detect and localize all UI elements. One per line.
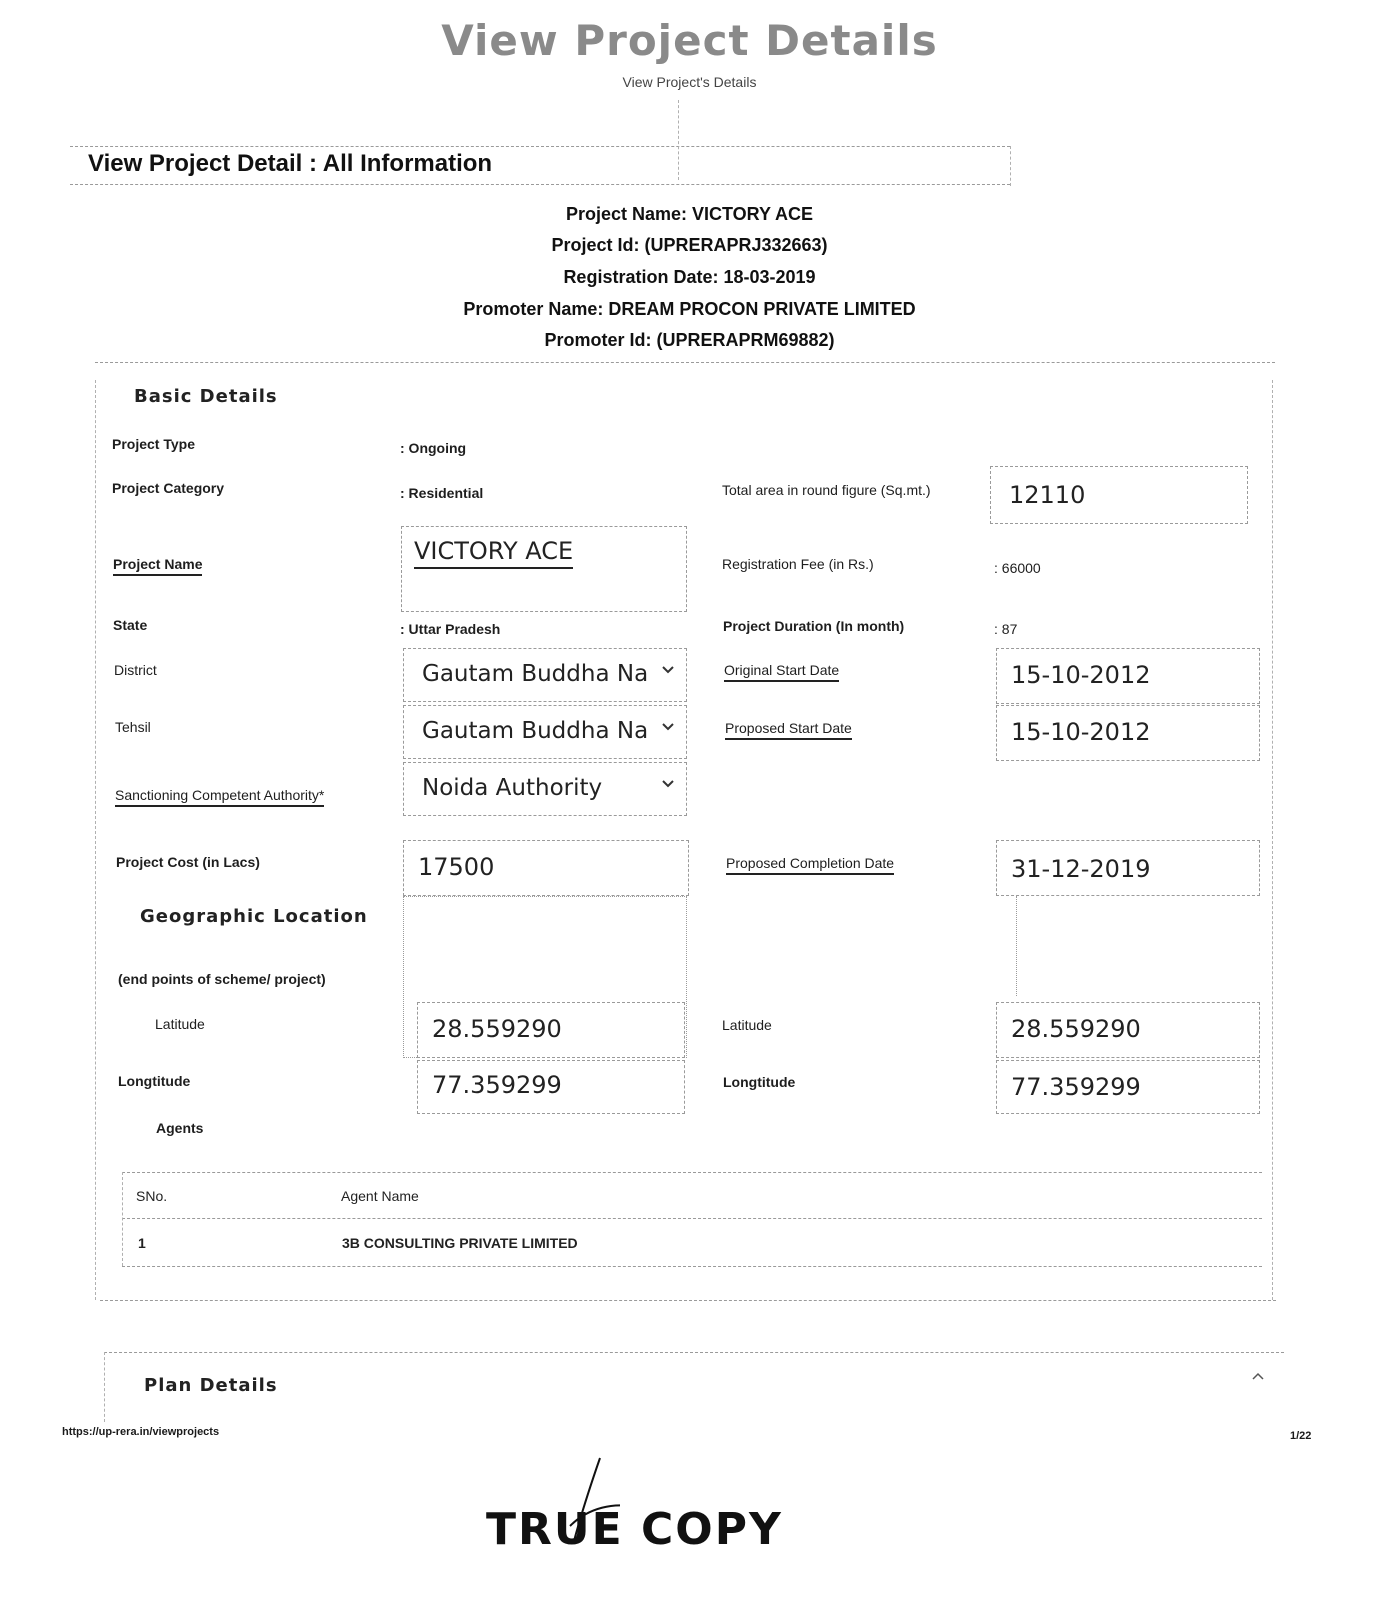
agents-col-sno: SNo. — [136, 1188, 168, 1204]
longitude-value: 77.359299 — [432, 1071, 562, 1099]
original-start-field[interactable] — [996, 648, 1260, 704]
longitude-field-2[interactable] — [996, 1060, 1260, 1114]
total-area-field[interactable] — [990, 466, 1248, 524]
project-type-label: Project Type — [112, 436, 195, 452]
district-select[interactable] — [403, 648, 687, 702]
total-area-label: Total area in round figure (Sq.mt.) — [722, 482, 931, 498]
agent-sno: 1 — [138, 1235, 146, 1251]
footer-page: 1/22 — [1290, 1430, 1312, 1442]
project-name-field[interactable] — [401, 526, 687, 612]
total-area-value: 12110 — [1009, 481, 1086, 509]
latitude-field[interactable] — [417, 1002, 685, 1058]
chevron-up-icon[interactable] — [1250, 1370, 1266, 1382]
project-cost-value: 17500 — [418, 853, 495, 881]
chevron-down-icon — [660, 718, 676, 734]
original-start-label: Original Start Date — [724, 662, 839, 678]
original-start-value: 15-10-2012 — [1011, 661, 1151, 689]
geo-heading: Geographic Location — [140, 906, 368, 927]
project-name-label: Project Name — [113, 556, 202, 572]
proposed-start-label: Proposed Start Date — [725, 720, 852, 736]
chevron-down-icon — [660, 661, 676, 677]
project-category-label: Project Category — [112, 480, 225, 496]
summary-promoter-name: Promoter Name: DREAM PROCON PRIVATE LIMITED — [463, 299, 916, 319]
longitude-field[interactable] — [417, 1060, 685, 1114]
footer-url[interactable]: https://up-rera.in/viewprojects — [62, 1426, 220, 1438]
latitude-field-2[interactable] — [996, 1002, 1260, 1058]
proposed-completion-label: Proposed Completion Date — [726, 855, 894, 871]
proposed-completion-field[interactable] — [996, 840, 1260, 896]
summary-project-id: Project Id: (UPRERAPRJ332663) — [551, 235, 828, 255]
registration-fee-label: Registration Fee (in Rs.) — [722, 556, 874, 572]
page-subtitle: View Project's Details — [622, 74, 757, 90]
chevron-down-icon — [660, 775, 676, 791]
project-category-value: : Residential — [400, 485, 484, 501]
latitude-label-2: Latitude — [722, 1017, 772, 1033]
basic-details-heading: Basic Details — [134, 386, 278, 407]
authority-label: Sanctioning Competent Authority* — [115, 787, 324, 803]
authority-select[interactable] — [403, 762, 687, 816]
plan-details-heading: Plan Details — [144, 1375, 278, 1396]
tehsil-label: Tehsil — [115, 719, 151, 735]
geo-map-box-right — [1016, 896, 1259, 996]
true-copy-stamp: TRUE COPY — [486, 1504, 783, 1555]
proposed-completion-value: 31-12-2019 — [1011, 855, 1151, 883]
latitude-label: Latitude — [155, 1016, 205, 1032]
tehsil-value: Gautam Buddha Na — [422, 718, 649, 744]
proposed-start-value: 15-10-2012 — [1011, 718, 1151, 746]
page-title: View Project Details — [441, 16, 938, 65]
agents-heading: Agents — [156, 1120, 204, 1136]
summary-promoter-id: Promoter Id: (UPRERAPRM69882) — [544, 330, 835, 350]
district-label: District — [114, 662, 157, 678]
table-row — [122, 1220, 1262, 1264]
agents-col-name: Agent Name — [341, 1188, 419, 1204]
duration-value: : 87 — [994, 621, 1018, 637]
project-type-value: : Ongoing — [400, 440, 467, 456]
summary-registration-date: Registration Date: 18-03-2019 — [563, 267, 816, 287]
latitude-value-2: 28.559290 — [1011, 1015, 1141, 1043]
registration-fee-value: : 66000 — [994, 560, 1041, 576]
duration-label: Project Duration (In month) — [723, 618, 905, 634]
authority-value: Noida Authority — [422, 775, 603, 801]
project-cost-label: Project Cost (in Lacs) — [116, 854, 260, 870]
section-title: View Project Detail : All Information — [88, 150, 493, 177]
geo-subheading: (end points of scheme/ project) — [118, 971, 326, 987]
project-cost-field[interactable] — [403, 840, 689, 896]
district-value: Gautam Buddha Na — [422, 661, 649, 687]
tehsil-select[interactable] — [403, 705, 687, 759]
project-name-value: VICTORY ACE — [414, 537, 573, 569]
summary-project-name: Project Name: VICTORY ACE — [565, 204, 814, 224]
agent-name: 3B CONSULTING PRIVATE LIMITED — [342, 1235, 578, 1251]
state-value: : Uttar Pradesh — [400, 621, 501, 637]
latitude-value: 28.559290 — [432, 1015, 562, 1043]
longitude-label-2: Longtitude — [723, 1074, 796, 1090]
proposed-start-field[interactable] — [996, 705, 1260, 761]
longitude-value-2: 77.359299 — [1011, 1073, 1141, 1101]
longitude-label: Longtitude — [118, 1073, 191, 1089]
state-label: State — [113, 617, 148, 633]
